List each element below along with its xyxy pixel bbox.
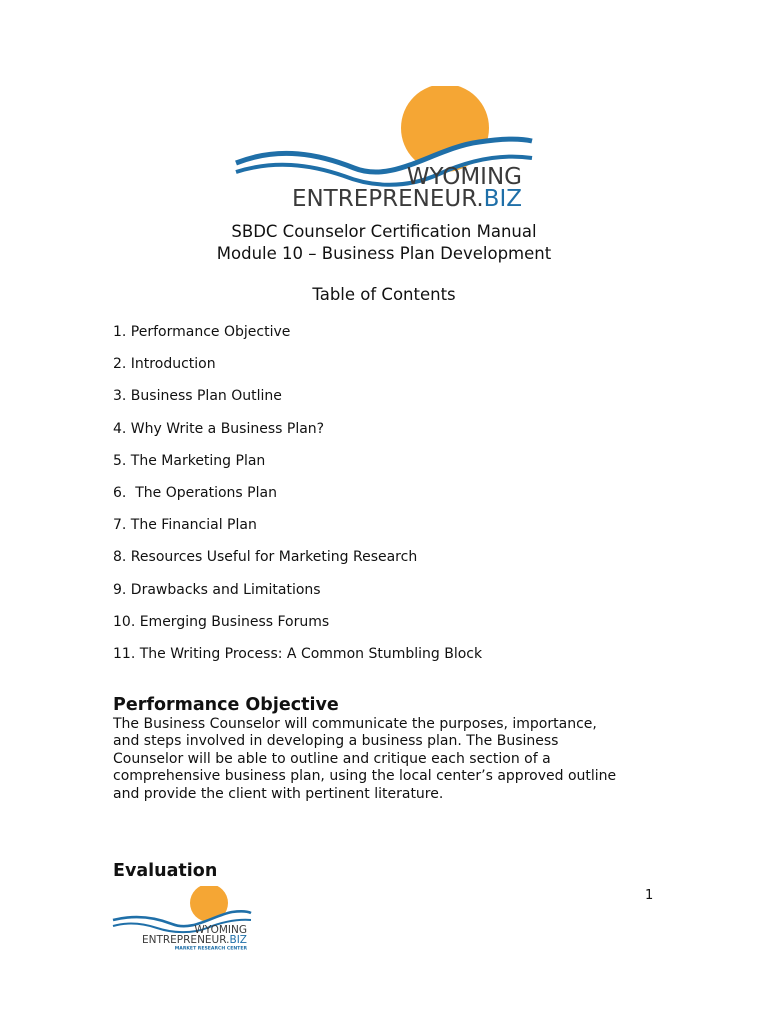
page-number: 1 — [645, 888, 654, 903]
toc-item: 1. Performance Objective — [113, 324, 291, 340]
toc-item: 5. The Marketing Plan — [113, 452, 266, 469]
toc-item: 10. Emerging Business Forums — [113, 613, 330, 630]
toc-item: 11. The Writing Process: A Common Stumbling Block — [113, 645, 483, 662]
logo-line1: WYOMING — [194, 924, 247, 936]
table-of-contents — [113, 322, 482, 676]
logo-line2: ENTREPRENEUR.BIZ — [141, 934, 247, 946]
toc-item: 4. Why Write a Business Plan? — [113, 420, 325, 437]
toc-item: 9. Drawbacks and Limitations — [113, 581, 321, 598]
document-title: SBDC Counselor Certification Manual — [231, 222, 537, 241]
toc-item: 2. Introduction — [113, 356, 216, 373]
wyoming-entrepreneur-logo — [234, 86, 534, 208]
logo-line1: WYOMING — [406, 164, 522, 190]
performance-objective-heading: Performance Objective — [113, 695, 339, 715]
paragraph-line: Counselor will be able to outline and critique each section of a — [113, 750, 551, 767]
paragraph-line: The Business Counselor will communicate the purposes, importance, — [113, 716, 597, 732]
toc-item: 8. Resources Useful for Marketing Research — [113, 549, 418, 566]
paragraph-line: comprehensive business plan, using the local center’s approved outline — [113, 768, 617, 785]
performance-objective-text — [113, 716, 673, 803]
evaluation-heading: Evaluation — [113, 861, 218, 881]
module-title: Module 10 – Business Plan Development — [216, 244, 552, 263]
footer-logo — [112, 886, 252, 950]
toc-item: 3. Business Plan Outline — [113, 388, 282, 405]
toc-item: 6. The Operations Plan — [113, 484, 277, 501]
paragraph-line: and steps involved in developing a business plan. The Business — [113, 733, 559, 750]
toc-heading: Table of Contents — [312, 285, 456, 304]
logo-tagline: MARKET RESEARCH CENTER — [174, 946, 247, 950]
toc-item: 7. The Financial Plan — [113, 517, 257, 534]
logo-line2: ENTREPRENEUR.BIZ — [291, 186, 522, 208]
paragraph-line: and provide the client with pertinent literature. — [113, 785, 444, 802]
